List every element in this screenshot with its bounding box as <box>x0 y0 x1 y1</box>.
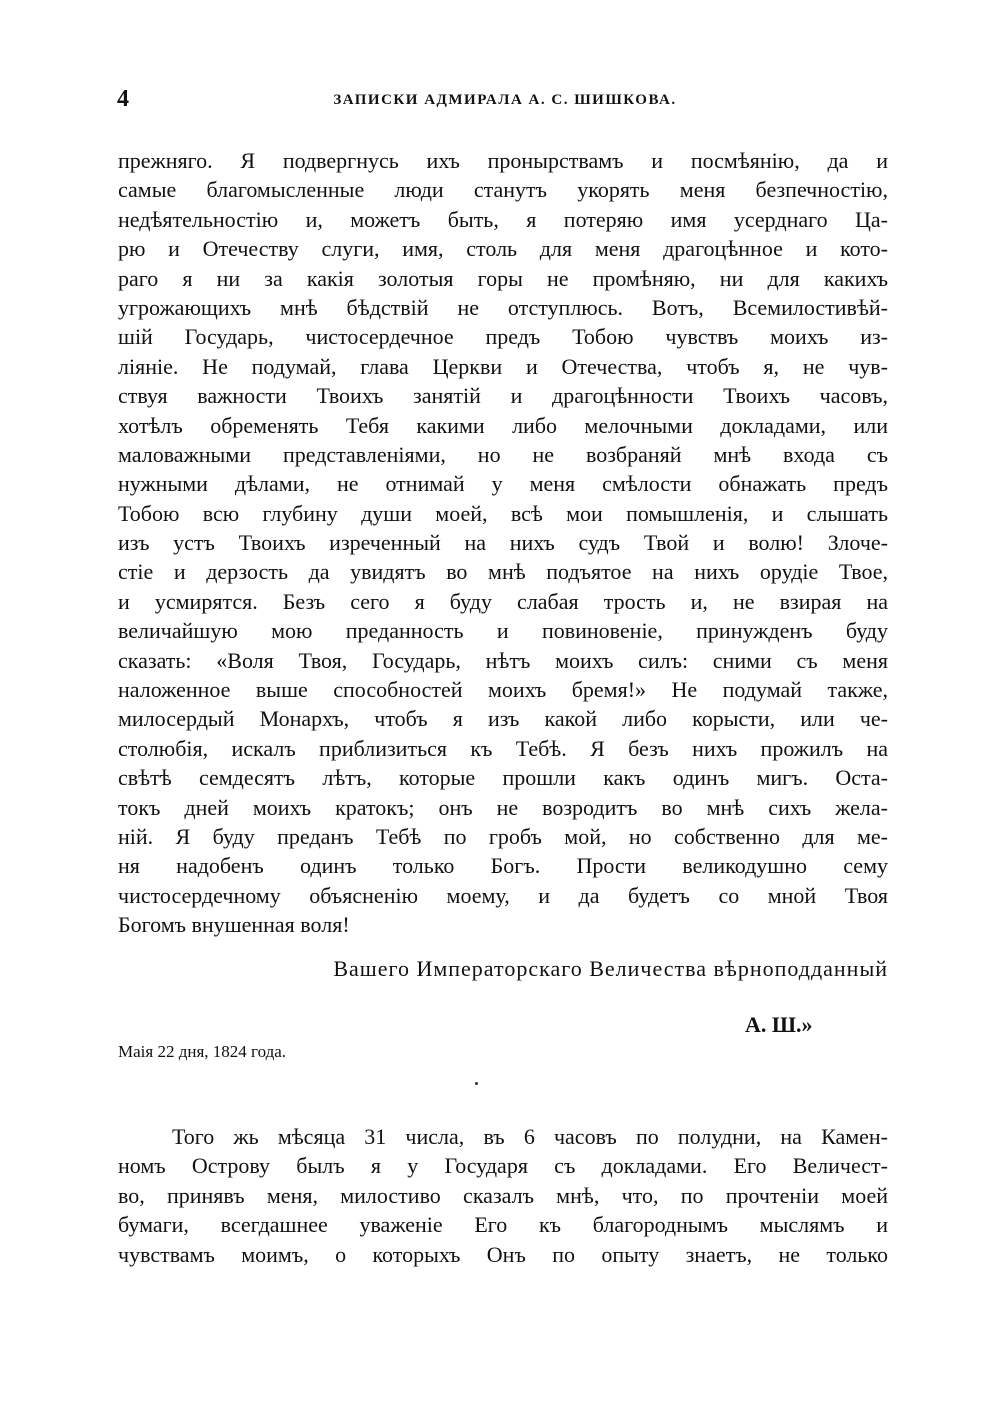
text-line: бумаги, всегдашнее уваженіе Его къ благороднымъ мыслямъ и <box>118 1212 888 1238</box>
text-line: рю и Отечеству слуги, имя, столь для меня драгоцѣнное и кото- <box>118 236 888 262</box>
signature-initials: А. Ш.» <box>745 1012 813 1037</box>
text-line: свѣтѣ семдесятъ лѣтъ, которые прошли какъ одинъ мигъ. Оста- <box>118 765 888 791</box>
narrative-paragraph <box>118 1122 888 1269</box>
signature-line: Вашего Императорскаго Величества вѣрноподданный <box>333 956 888 981</box>
text-line: чувствамъ моимъ, о которыхъ Онъ по опыту знаетъ, не только <box>118 1241 888 1267</box>
text-line: шій Государь, чистосердечное предъ Тобою чувствъ моихъ из- <box>118 324 888 350</box>
page-number: 4 <box>117 86 129 112</box>
text-line: милосердый Монархъ, чтобъ я изъ какой либо корысти, или че- <box>118 706 888 732</box>
text-line: ня надобенъ одинъ только Богъ. Прости великодушно сему <box>118 853 888 879</box>
text-line: и усмирятся. Безъ сего я буду слабая трость и, не взирая на <box>118 588 888 614</box>
letter-date: Маія 22 дня, 1824 года. <box>118 1042 287 1061</box>
text-line: недѣятельностію и, можетъ быть, я потеряю имя усерднаго Ца- <box>118 206 888 232</box>
text-line: токъ дней моихъ кратокъ; онъ не возродитъ во мнѣ сихъ жела- <box>118 794 888 820</box>
text-line: изъ устъ Твоихъ изреченный на нихъ судъ Твой и волю! Злоче- <box>118 530 888 556</box>
text-line: Богомъ внушенная воля! <box>118 912 350 938</box>
text-line: ствуя важности Твоихъ занятій и драгоцѣнности Твоихъ часовъ, <box>118 383 888 409</box>
text-line: нужными дѣлами, не отнимай у меня смѣлости обнажать предъ <box>118 471 888 497</box>
text-line: чистосердечному объясненію моему, и да будетъ со мной Твоя <box>118 882 888 908</box>
text-line: наложенное выше способностей моихъ бремя!» Не подумай также, <box>118 677 888 703</box>
text-line: угрожающихъ мнѣ бѣдствій не отступлюсь. Вотъ, Всемилостивѣй- <box>118 294 888 320</box>
text-line: прежняго. Я подвергнусь ихъ пронырствамъ и посмѣянію, да и <box>118 148 888 173</box>
text-line: во, принявъ меня, милостиво сказалъ мнѣ, что, по прочтеніи моей <box>118 1182 888 1208</box>
ink-speck <box>475 1082 478 1085</box>
letter-body <box>118 146 888 940</box>
text-line: Того жь мѣсяца 31 числа, въ 6 часовъ по полудни, на Камен- <box>172 1124 888 1149</box>
text-line: столюбія, искалъ приблизиться къ Тебѣ. Я безъ нихъ прожилъ на <box>118 735 888 761</box>
text-line: сказать: «Воля Твоя, Государь, нѣтъ моихъ силъ: сними съ меня <box>118 647 888 673</box>
text-line: Тобою всю глубину души моей, всѣ мои помышленія, и слышать <box>118 500 888 526</box>
text-line: ліяніе. Не подумай, глава Церкви и Отечества, чтобъ я, не чув- <box>118 353 888 379</box>
text-line: ній. Я буду преданъ Тебѣ по гробъ мой, но собственно для ме- <box>118 823 888 849</box>
text-line: номъ Острову былъ я у Государя съ докладами. Его Величест- <box>118 1153 888 1179</box>
running-head: ЗАПИСКИ АДМИРАЛА А. С. ШИШКОВА. <box>333 92 677 108</box>
text-line: маловажными представленіями, но не возбраняй мнѣ входа съ <box>118 441 888 467</box>
text-line: раго я ни за какія золотыя горы не промѣняю, ни для какихъ <box>118 265 888 291</box>
text-line: самые благомысленные люди станутъ укорять меня безпечностію, <box>118 177 888 203</box>
text-line: величайшую мою преданность и повиновеніе, принужденъ буду <box>118 618 888 644</box>
text-line: хотѣлъ обременять Тебя какими либо мелочными докладами, или <box>118 412 888 438</box>
text-line: стіе и дерзость да увидятъ во мнѣ подъятое на нихъ орудіе Твое, <box>118 559 888 585</box>
